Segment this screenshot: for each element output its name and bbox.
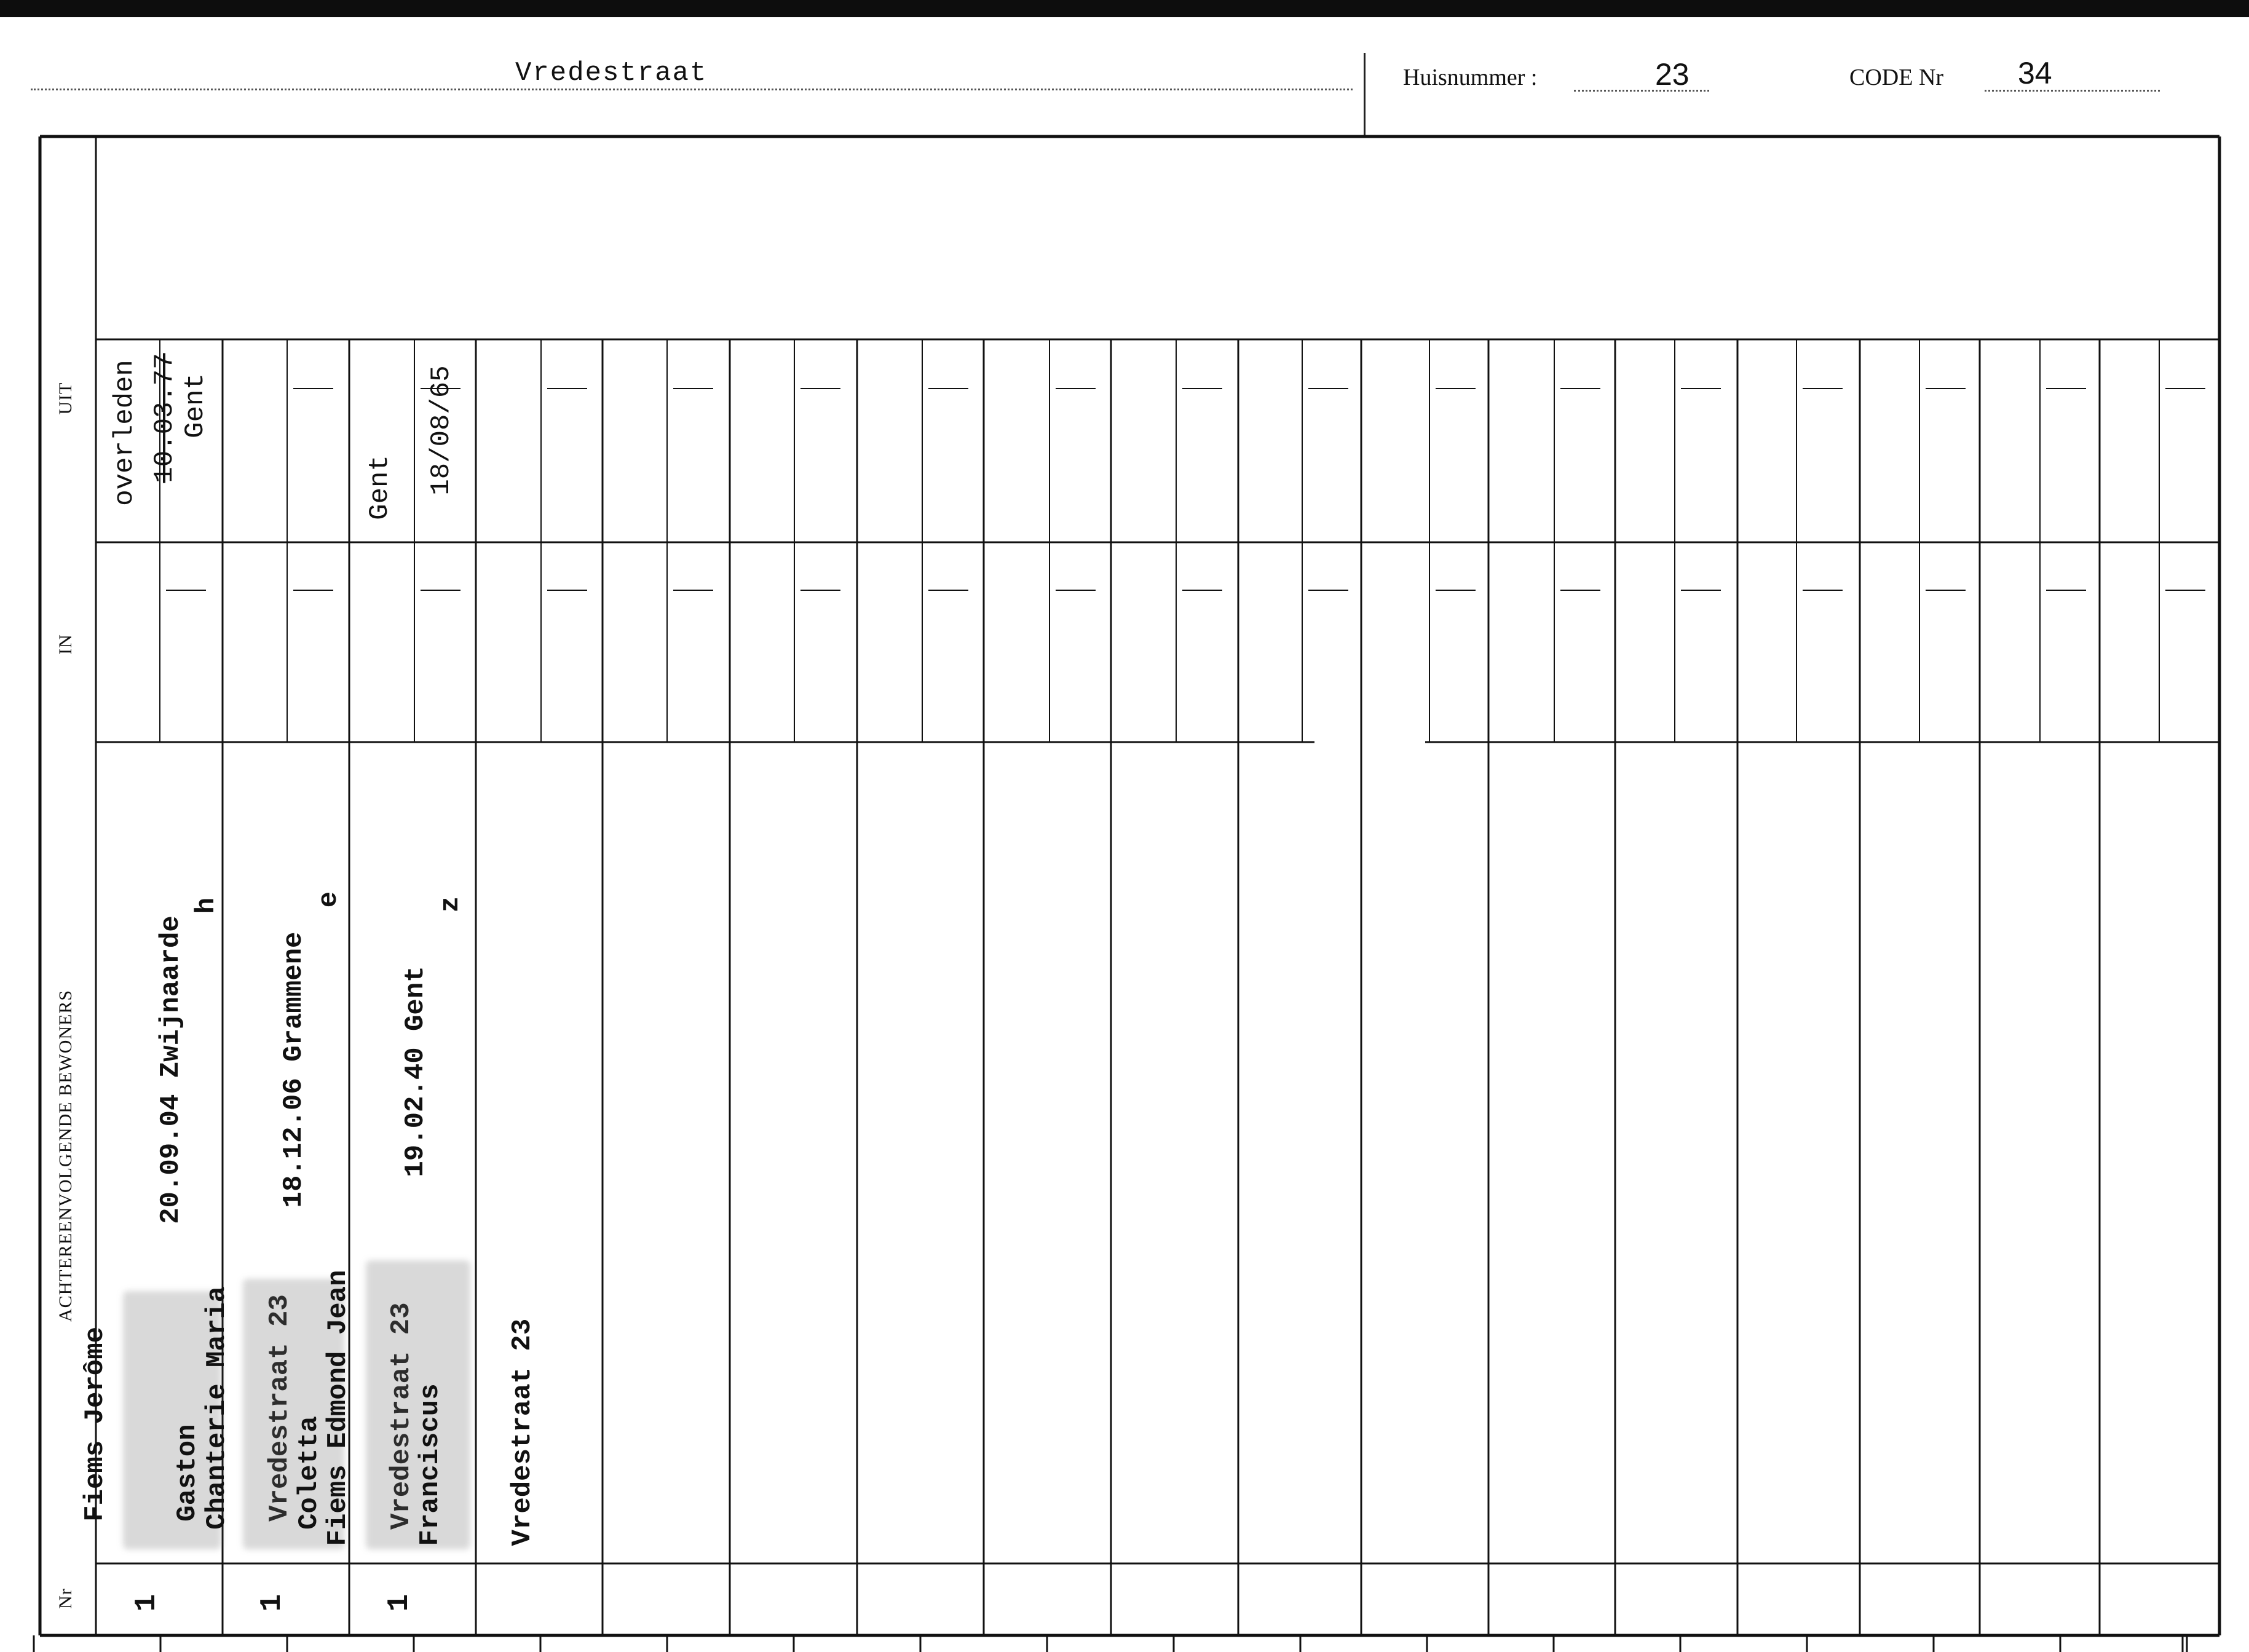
row-label-nr: Nr [55,1588,76,1609]
resident-1-name: Fiems Jerôme [80,1326,111,1522]
house-number-label: Huisnummer : [1403,65,1538,90]
resident-1-given-name: Gaston [172,1424,203,1522]
resident-3-given-name: Franciscus [415,1383,446,1546]
resident-1-uit-status: overleden [109,360,140,506]
resident-3-name-block [261,1270,569,1546]
house-number-value: 23 [1655,57,1690,92]
resident-1-nr: 1 [130,1594,164,1612]
resident-1-mark: h [191,897,222,914]
resident-1-uit-place: Gent [180,373,211,438]
row-label-residents: ACHTEREENVOLGENDE BEWONERS [55,989,76,1322]
row-label-uit: UIT [55,382,76,415]
resident-3-address: Vredestraat 23 [507,1318,538,1546]
resident-3-uit-date: 18/08/65 [426,365,457,496]
resident-3-birth: 19.02.40 Gent [400,966,431,1177]
street-name: Vredestraat [515,58,708,89]
resident-2-name: Chanterie Maria [202,1286,232,1530]
resident-2-given-name: Coletta [294,1416,325,1530]
resident-1-uit-date: 10.03.77 [149,353,180,483]
resident-2-birth: 18.12.06 Grammene [279,931,309,1208]
resident-1-address: Vredestraat 23 [264,1294,295,1522]
code-number-value: 34 [2018,56,2052,90]
resident-2-address: Vredestraat 23 [386,1302,417,1530]
resident-3-nr: 1 [383,1594,416,1612]
resident-2-mark: e [314,891,344,908]
resident-1-birth: 20.09.04 Zwijnaarde [156,915,186,1224]
resident-3-name: Fiems Edmond Jean [323,1270,354,1546]
resident-3-uit-place: Gent [365,455,395,520]
code-number-label: CODE Nr [1849,65,1944,90]
resident-3-mark: z [435,896,466,913]
row-label-in: IN [55,634,76,655]
resident-2-nr: 1 [256,1594,289,1612]
